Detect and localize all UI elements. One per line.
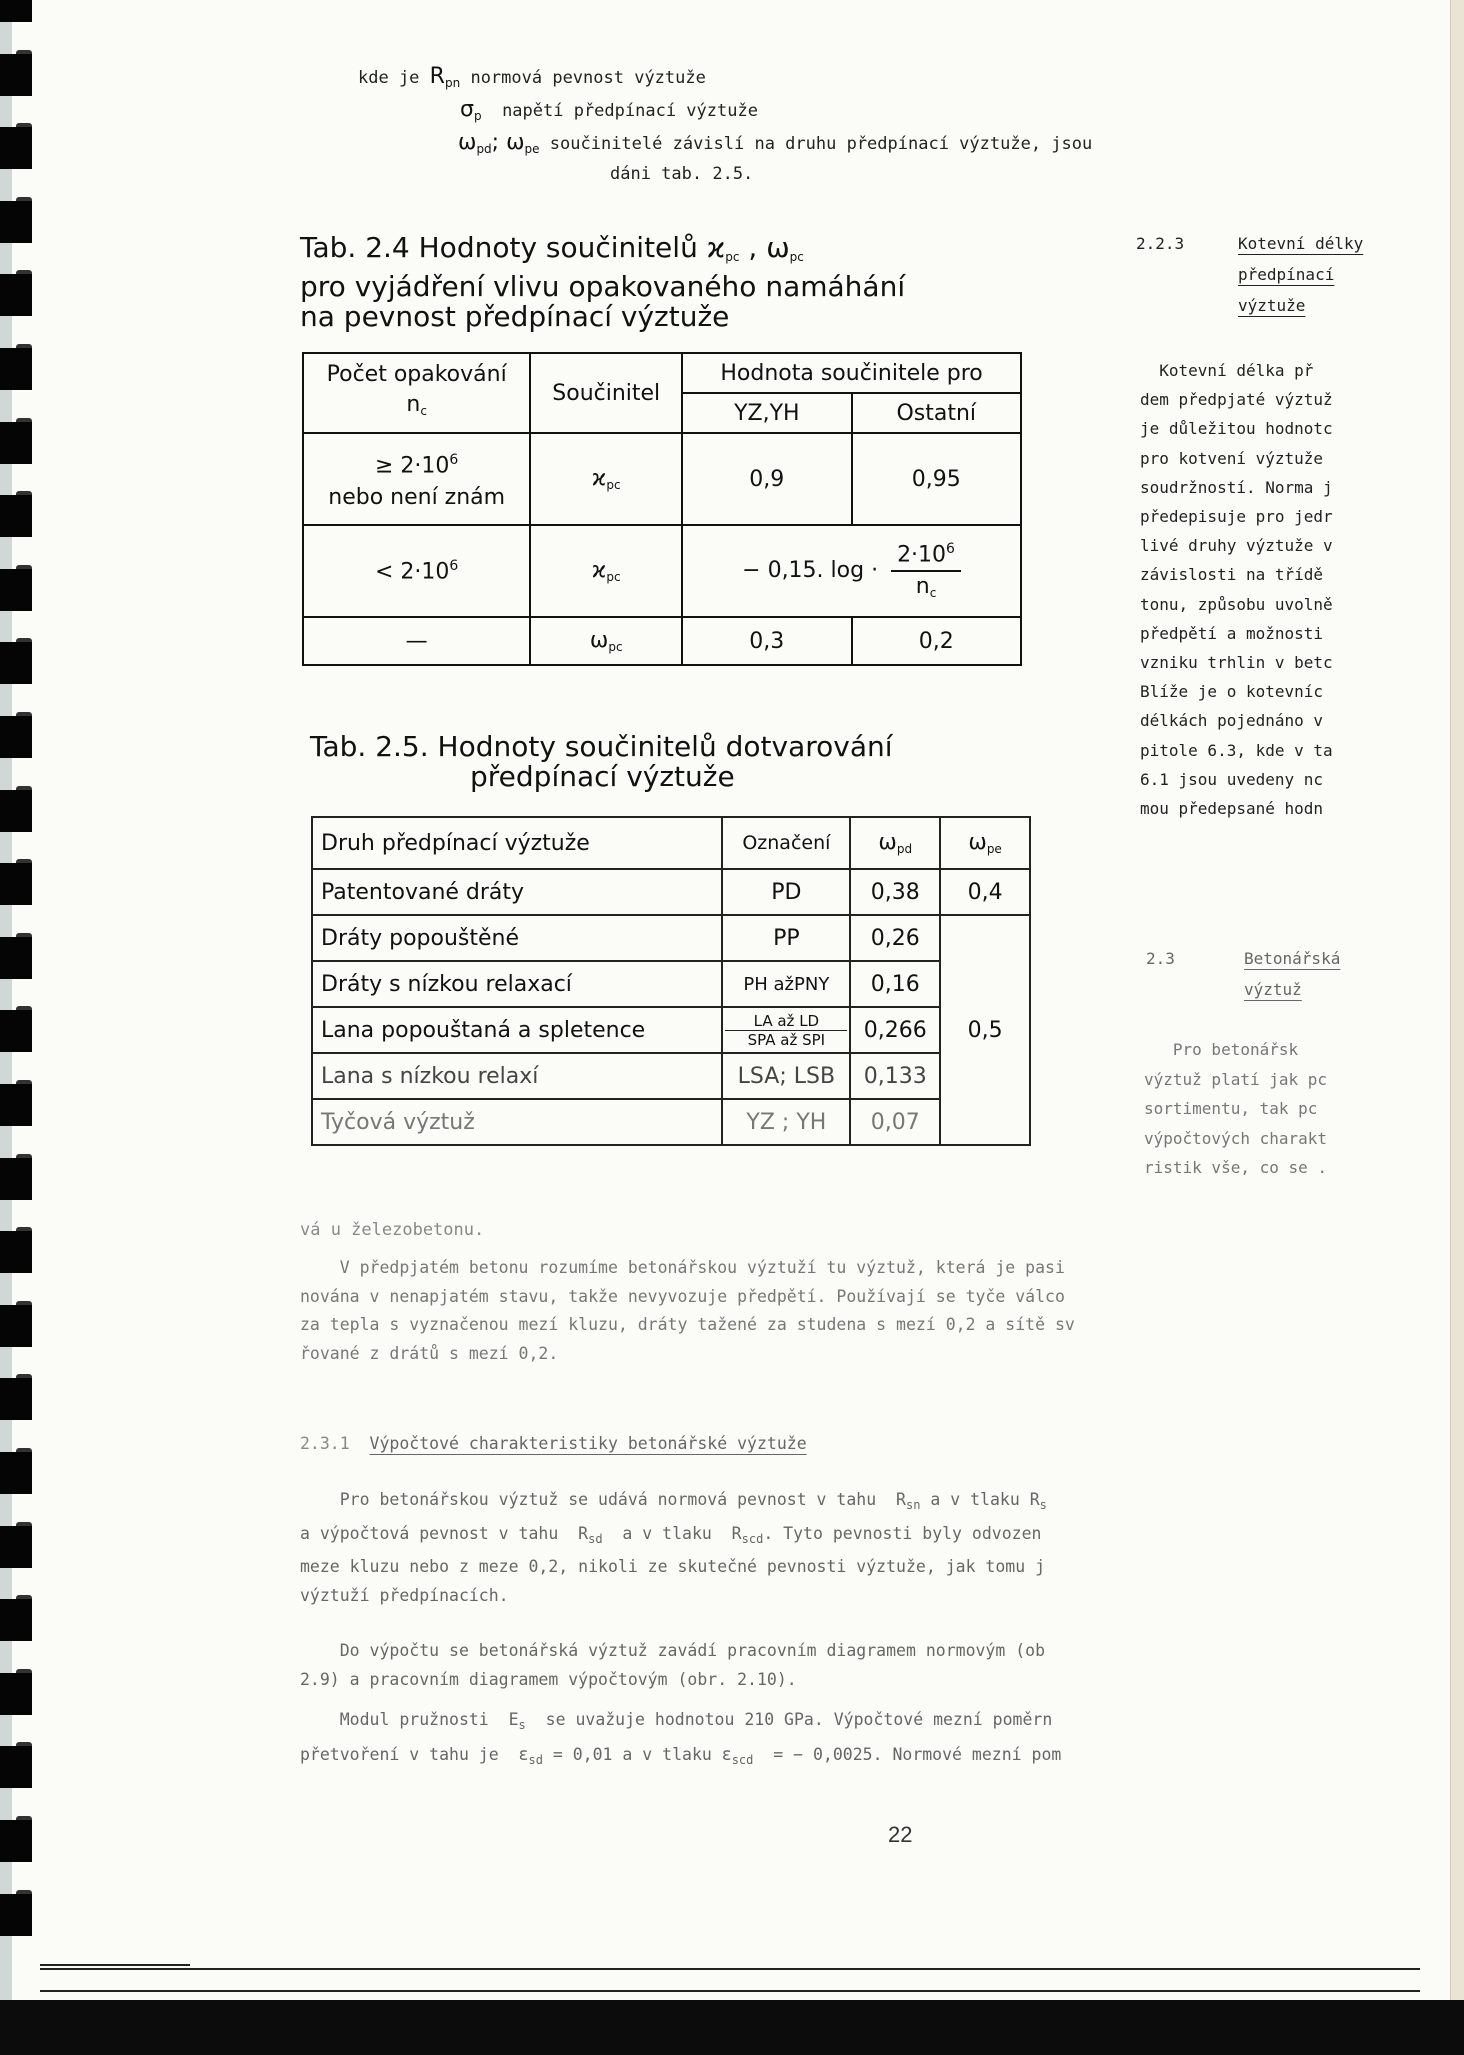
cell-coefficient (530, 617, 682, 665)
sidebar-paragraph-1-line: Kotevní délka př (1140, 361, 1314, 380)
cell-kind: Dráty popouštěné (312, 915, 722, 961)
definition-rpn (358, 62, 706, 98)
omega-pe-symbol: ω (506, 130, 525, 155)
binding-holes (0, 0, 34, 2000)
sidebar-paragraph-1-line: vzniku trhlin v betc (1140, 653, 1333, 673)
binding-hole (0, 1231, 32, 1273)
table-row (303, 525, 1021, 617)
para2-text: . Tyto pevnosti byly odvozen (763, 1523, 1042, 1543)
page-right-edge (1450, 0, 1464, 2000)
wpd-symbol: ω (878, 830, 897, 855)
para2-sub: sd (588, 1531, 603, 1546)
cell-wpd: 0,16 (850, 961, 940, 1007)
sidebar-paragraph-2 (1144, 1035, 1327, 1183)
cell-designation: LSA; LSB (722, 1053, 850, 1099)
intro-label: kde je (358, 68, 420, 88)
section-2-3-1-heading (300, 1429, 807, 1458)
denominator-sub: c (929, 586, 937, 601)
binding-hole (0, 1158, 32, 1200)
table-2-5-caption (310, 732, 893, 792)
header-other: Ostatní (852, 393, 1022, 433)
body-paragraph-1 (300, 1254, 1075, 1368)
body-paragraph-3 (300, 1636, 1045, 1694)
cell-wpd: 0,266 (850, 1007, 940, 1053)
sidebar-paragraph-1-line: 6.1 jsou uvedeny nc (1140, 769, 1324, 789)
cell-wpe: 0,4 (940, 869, 1030, 915)
count-sup: 6 (449, 557, 459, 574)
binding-hole (0, 0, 32, 22)
binding-hole (0, 274, 32, 316)
para2-sub: s (1039, 1498, 1047, 1512)
table-header-row (312, 817, 1030, 869)
count-value: < 2·10 (374, 559, 450, 585)
binding-hole (0, 127, 32, 169)
binding-hole (0, 863, 32, 905)
para4-text: = − 0,0025. Normové mezní pom (753, 1745, 1062, 1764)
cell-coefficient (530, 525, 682, 617)
table-header-row (303, 353, 1021, 393)
section-2-2-3-title-line2: předpínací (1238, 265, 1335, 284)
binding-hole (0, 790, 32, 832)
cell-wpe-merged: 0,5 (940, 915, 1030, 1145)
omega-text: součinitelé závislí na druhu předpínací výztuže, jsou (549, 134, 1093, 154)
cell-yz-yh: 0,9 (682, 433, 851, 525)
body-paragraph-3-line: 2.9) a pracovním diagramem výpočtovým (obr. 2.10). (300, 1670, 797, 1689)
para4-text: = 0,01 a v tlaku ε (542, 1745, 732, 1764)
binding-hole (0, 716, 32, 758)
coef-sub: pc (606, 478, 621, 492)
omega-pd-symbol: ω (458, 130, 477, 155)
section-2-2-3-title-line3: výztuže (1238, 296, 1306, 315)
header-coefficient: Součinitel (530, 353, 682, 433)
cell-kind: Dráty s nízkou relaxací (312, 961, 722, 1007)
para4-sub: scd (731, 1753, 754, 1767)
omega-separator: ; (491, 130, 500, 155)
sidebar-paragraph-1-line: livé druhy výztuže v (1140, 536, 1333, 556)
para2-line3: meze kluzu nebo z meze 0,2, nikoli ze skutečné pevnosti výztuže, jak tomu j (300, 1557, 1046, 1576)
body-paragraph-1-line: V předpjatém betonu rozumíme betonářskou výztuží tu výztuž, která je pasi (300, 1258, 1065, 1277)
coef-symbol: ϰ (591, 466, 607, 491)
body-paragraph-4 (300, 1705, 1061, 1775)
para4-text: přetvoření v tahu je ε (300, 1745, 529, 1764)
binding-hole (0, 1452, 32, 1494)
binding-hole (0, 1526, 32, 1568)
table-2-5-caption-line1: Tab. 2.5. Hodnoty součinitelů dotvarování (310, 730, 893, 763)
header-count-symbol: n (406, 392, 421, 417)
section-2-3-title-line2: výztuž (1244, 980, 1302, 999)
table-2-4-caption-line2: pro vyjádření vlivu opakovaného namáhání (300, 270, 906, 303)
header-designation: Označení (722, 817, 850, 869)
cell-designation (722, 1007, 850, 1053)
section-2-3-1-number: 2.3.1 (300, 1434, 350, 1453)
table-row (312, 915, 1030, 961)
sidebar-paragraph-1-line: dem předpjaté výztuž (1140, 390, 1333, 410)
sidebar-paragraph-1-line: předpětí a možnosti (1140, 623, 1324, 643)
para2-line1 (300, 1486, 1047, 1520)
table-row (312, 1099, 1030, 1145)
table-row (312, 869, 1030, 915)
binding-hole (0, 1820, 32, 1862)
body-paragraph-1-line: řované z drátů s mezí 0,2. (300, 1343, 559, 1363)
cell-designation: PD (722, 869, 850, 915)
cell-formula (682, 525, 1021, 617)
wpd-sub: pd (896, 842, 913, 856)
para2-text: a v tlaku R (602, 1523, 742, 1543)
para4-sub: s (518, 1718, 526, 1732)
para4-line2 (300, 1740, 1061, 1775)
wpe-sub: pe (986, 842, 1002, 856)
section-2-3-title-line1: Betonářská (1244, 949, 1341, 968)
header-count-sub: c (420, 404, 427, 418)
body-paragraph-1-line: za tepla s vyznačenou mezí kluzu, dráty tažené za studena s mezí 0,2 a sítě sv (300, 1315, 1075, 1334)
rpn-sub: pn (444, 76, 461, 90)
header-wpd (850, 817, 940, 869)
header-value-for: Hodnota součinitele pro (682, 353, 1021, 393)
binding-hole (0, 1746, 32, 1788)
table-row (312, 961, 1030, 1007)
cell-count (303, 433, 530, 525)
caption-text: Tab. 2.4 Hodnoty součinitelů ϰ (300, 231, 726, 264)
count-value: ≥ 2·10 (374, 453, 450, 479)
table-row (312, 1007, 1030, 1053)
omega-pe-sub: pe (524, 142, 540, 156)
numerator-sup: 6 (946, 540, 955, 557)
sigma-symbol: σ (460, 97, 474, 122)
body-paragraph-1-line: nována v nenapjatém stavu, takže nevyvozuje předpětí. Používají se tyče válco (300, 1286, 1065, 1306)
sidebar-paragraph-1 (1140, 356, 1333, 823)
scanner-background (0, 2000, 1464, 2055)
header-count (303, 353, 530, 433)
sidebar-section-2-3 (1146, 943, 1341, 1005)
count-sup: 6 (449, 451, 459, 468)
para2-sub: scd (741, 1531, 764, 1546)
para2-text: Pro betonářskou výztuž se udává normová pevnost v tahu R (300, 1490, 906, 1509)
page-number: 22 (888, 1822, 913, 1847)
cell-kind: Tyčová výztuž (312, 1099, 722, 1145)
para4-sub: sd (528, 1753, 543, 1767)
binding-hole (0, 1010, 32, 1052)
definition-sigma (460, 95, 758, 131)
sidebar-paragraph-2-line: ristik vše, co se . (1144, 1158, 1328, 1177)
body-paragraph-2 (300, 1486, 1047, 1610)
rpn-symbol: R (429, 64, 445, 89)
fraction-denominator (891, 572, 961, 608)
bottom-page-edges (40, 1968, 1420, 1992)
table-2-4 (302, 352, 1022, 666)
sidebar-paragraph-2-line: Pro betonářsk (1144, 1040, 1299, 1059)
para4-text: se uvažuje hodnotou 210 GPa. Výpočtové mezní poměrn (525, 1710, 1053, 1729)
caption-text: , ω (739, 231, 790, 264)
sigma-sub: p (473, 109, 482, 123)
fraction-numerator (891, 534, 961, 572)
coef-sub: pc (606, 570, 621, 584)
sidebar-paragraph-1-line: tonu, způsobu uvolně (1140, 594, 1333, 614)
formula-fraction (891, 534, 961, 608)
para4-line1 (300, 1705, 1061, 1740)
designation-bottom: SPA až SPI (747, 1030, 826, 1049)
sidebar-paragraph-1-line: pro kotvení výztuže (1140, 448, 1324, 468)
denominator-text: n (915, 574, 930, 600)
body-paragraph-3-line: Do výpočtu se betonářská výztuž zavádí pracovním diagramem normovým (ob (300, 1641, 1046, 1660)
cell-wpd: 0,07 (850, 1099, 940, 1145)
table-row (303, 617, 1021, 665)
table-2-4-caption-line3: na pevnost předpínací výztuže (300, 300, 730, 333)
wpe-symbol: ω (968, 830, 987, 855)
binding-hole (0, 1378, 32, 1420)
rpn-text: normová pevnost výztuže (470, 68, 706, 88)
coef-symbol: ω (589, 628, 609, 653)
cell-count: — (303, 617, 530, 665)
cell-coefficient (530, 433, 682, 525)
definition-omega (458, 128, 1092, 164)
para2-text: a v tlaku R (920, 1490, 1040, 1509)
cell-wpd: 0,133 (850, 1053, 940, 1099)
sidebar-paragraph-2-line: sortimentu, tak pc (1144, 1099, 1318, 1118)
table-2-4-caption-line1 (300, 233, 905, 272)
header-kind: Druh předpínací výztuže (312, 817, 722, 869)
table-2-5 (311, 816, 1031, 1146)
binding-hole (0, 1894, 32, 1936)
body-continuation-line: vá u železobetonu. (300, 1220, 485, 1240)
section-2-3-number: 2.3 (1146, 949, 1175, 968)
binding-hole (0, 1305, 32, 1347)
cell-designation: YZ ; YH (722, 1099, 850, 1145)
omega-text-continued: dáni tab. 2.5. (610, 164, 754, 184)
sidebar-paragraph-1-line: závislosti na třídě (1140, 565, 1324, 585)
para2-line2 (300, 1520, 1047, 1554)
sidebar-paragraph-2-line: výztuž platí jak pc (1144, 1069, 1328, 1089)
section-2-2-3-title-line1: Kotevní délky (1238, 234, 1364, 253)
binding-hole (0, 1084, 32, 1126)
table-2-5-caption-line2: předpínací výztuže (470, 760, 735, 793)
header-count-label: Počet opakování (326, 362, 507, 387)
cell-kind: Patentované dráty (312, 869, 722, 915)
cell-kind: Lana popouštaná a spletence (312, 1007, 722, 1053)
coef-symbol: ϰ (591, 558, 607, 583)
binding-hole (0, 1599, 32, 1641)
binding-hole (0, 642, 32, 684)
binding-hole (0, 201, 32, 243)
cell-other: 0,2 (852, 617, 1022, 665)
caption-sub: pc (789, 250, 804, 264)
sidebar-paragraph-1-line: pitole 6.3, kde v ta (1140, 740, 1333, 760)
sidebar-paragraph-1-line: soudržností. Norma j (1140, 477, 1333, 497)
formula-text: − 0,15. log · (742, 558, 879, 583)
binding-hole (0, 937, 32, 979)
binding-hole (0, 348, 32, 390)
sidebar-paragraph-1-line: je důležitou hodnotc (1140, 419, 1333, 439)
sigma-text: napětí předpínací výztuže (502, 101, 758, 121)
section-2-2-3-number: 2.2.3 (1136, 234, 1185, 253)
cell-other: 0,95 (852, 433, 1022, 525)
cell-designation: PH ažPNY (722, 961, 850, 1007)
cell-yz-yh: 0,3 (682, 617, 851, 665)
table-row (312, 1053, 1030, 1099)
table-2-4-caption (300, 233, 905, 332)
cell-wpd: 0,38 (850, 869, 940, 915)
sidebar-paragraph-1-line: předepisuje pro jedr (1140, 507, 1333, 527)
designation-top: LA až LD (725, 1012, 847, 1031)
caption-sub: pc (725, 250, 740, 264)
para2-line4: výztuží předpínacích. (300, 1585, 509, 1605)
para4-text: Modul pružnosti E (300, 1710, 519, 1729)
sidebar-paragraph-2-line: výpočtových charakt (1144, 1128, 1328, 1148)
sidebar-section-2-2-3 (1136, 228, 1364, 321)
coef-sub: pc (608, 640, 623, 654)
omega-pd-sub: pd (476, 142, 492, 156)
binding-hole (0, 54, 32, 96)
sidebar-paragraph-1-line: mou předepsané hodn (1140, 799, 1324, 819)
sidebar-paragraph-1-line: Blíže je o kotevníc (1140, 682, 1324, 702)
para2-sub: sn (905, 1498, 921, 1512)
binding-hole (0, 569, 32, 611)
binding-hole (0, 1673, 32, 1715)
section-2-3-1-title: Výpočtové charakteristiky betonářské výztuže (369, 1434, 807, 1453)
cell-wpd: 0,26 (850, 915, 940, 961)
numerator-text: 2·10 (897, 542, 947, 568)
sidebar-paragraph-1-line: délkách pojednáno v (1140, 711, 1324, 731)
table-row (303, 433, 1021, 525)
cell-designation: PP (722, 915, 850, 961)
cell-count (303, 525, 530, 617)
header-yz-yh: YZ,YH (682, 393, 851, 433)
binding-hole (0, 495, 32, 537)
header-wpe (940, 817, 1030, 869)
cell-kind: Lana s nízkou relaxí (312, 1053, 722, 1099)
para2-text: a výpočtová pevnost v tahu R (300, 1523, 589, 1543)
binding-hole (0, 422, 32, 464)
count-note: nebo není znám (328, 485, 506, 511)
